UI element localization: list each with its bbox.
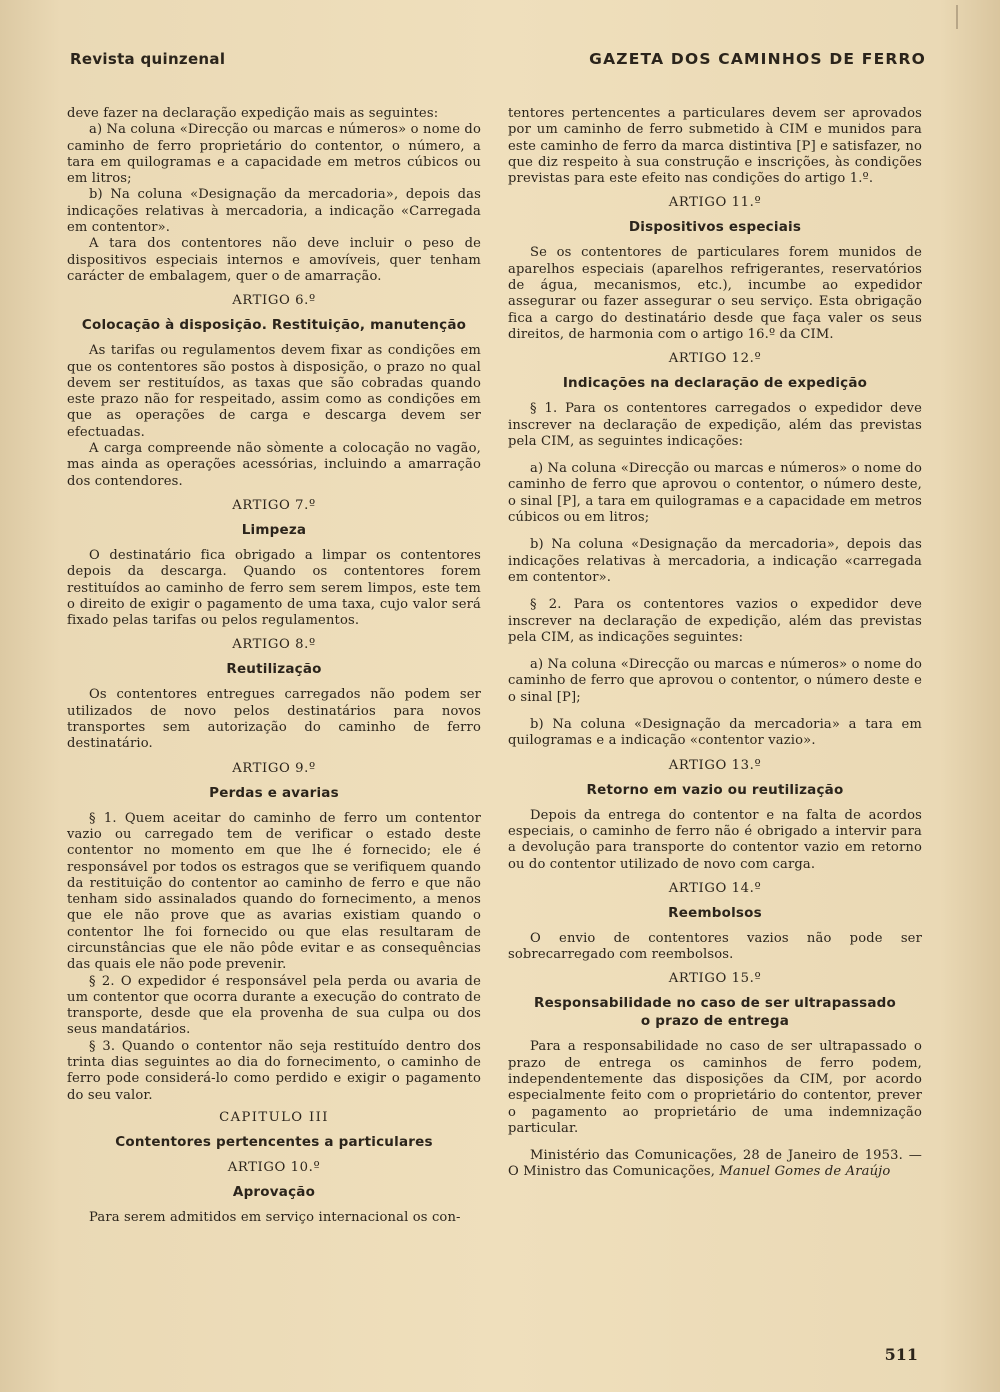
article-heading: ARTIGO 15.º [668,971,762,987]
paragraph: a) Na coluna «Direcção ou marcas e números» o nome do caminho de ferro proprietário do contentor, o número, a tara em quilogramas e a capacidade em metros cúbicos ou em litros; [67,122,481,187]
paragraph: § 1. Quem aceitar do caminho de ferro um contentor vazio ou carregado tem de verificar o estado deste contentor no momento em que lhe é fornecido; ele é responsável por todos os estragos que se verifiquem quando da restituição do contentor ao caminho de ferro e que não tenham sido assinalados quando do fornecimento, a menos que ele não prove que as avarias existiam quando o contentor lhe foi fornecido ou que elas resultaram de circunstâncias que ele não pôde evitar e as consequências das quais ele não pode prevenir. [67,810,481,973]
paragraph: Para serem admitidos em serviço internacional os con- [89,1209,461,1225]
running-header-right: GAZETA DOS CAMINHOS DE FERRO [589,50,926,68]
minister-signature: Manuel Gomes de Araújo [719,1164,891,1180]
article-title: Dispositivos especiais [628,219,802,236]
article-heading: ARTIGO 11.º [668,195,762,211]
article-heading: ARTIGO 14.º [668,880,762,896]
article-heading: ARTIGO 10.º [227,1159,321,1175]
article-title-line: o prazo de entrega [640,1013,790,1030]
paragraph: tentores pertencentes a particulares devem ser aprovados por um caminho de ferro submetido à CIM e munidos para este caminho de ferro da marca distintiva [P] e satisfazer, no que diz respeito à sua construção e inscrições, às condições previstas para este efeito nas condições do artigo 1.º. [508,106,922,187]
paragraph: § 1. Para os contentores carregados o expedidor deve inscrever na declaração de expedição, além das previstas pela CIM, as seguintes indicações: [508,401,922,449]
article-title [508,994,922,1030]
article-heading: ARTIGO 8.º [232,637,316,653]
paragraph: Se os contentores de particulares forem munidos de aparelhos especiais (aparelhos refrigerantes, reservatórios de água, mecanismos, etc.), incumbe ao expedidor assegurar ou fazer assegurar o seu serviço. Esta obrigação fica a cargo do destinatário desde que faça valer os seus direitos, de harmonia com o artigo 16.º da CIM. [508,245,922,342]
article-heading: ARTIGO 9.º [232,760,316,776]
article-heading: ARTIGO 7.º [232,497,316,513]
closing-text: Ministério das Comunicações, 28 de Janeiro de 1953. — O Ministro das Comunicações, [508,1148,922,1180]
chapter-heading: CAPITULO III [219,1109,329,1125]
article-heading: ARTIGO 13.º [668,757,762,773]
closing-paragraph [508,1148,922,1181]
paragraph: a) Na coluna «Direcção ou marcas e números» o nome do caminho de ferro que aprovou o contentor, o número deste e o sinal [P]; [508,657,922,705]
left-column [67,106,481,1226]
paragraph: b) Na coluna «Designação da mercadoria», depois das indicações relativas à mercadoria, a indicação «carregada em contentor». [508,537,922,585]
paragraph: Para a responsabilidade no caso de ser ultrapassado o prazo de entrega os caminhos de ferro podem, independentemente das disposições da CIM, por acordo especialmente feito com o proprietário do contentor, prever o pagamento ao proprietário de uma indemnização particular. [508,1039,922,1136]
paragraph: § 2. O expedidor é responsável pela perda ou avaria de um contentor que ocorra durante a execução do contrato de transporte, desde que ela provenha de sua culpa ou dos seus mandatários. [67,973,481,1038]
article-title: Reembolsos [668,904,762,921]
article-heading: ARTIGO 12.º [668,351,762,367]
article-title-line: Responsabilidade no caso de ser ultrapassado [533,995,897,1012]
paragraph: a) Na coluna «Direcção ou marcas e números» o nome do caminho de ferro que aprovou o contentor, o número deste, o sinal [P], a tara em quilogramas e a capacidade em metros cúbicos ou em litros; [508,461,922,526]
article-title: Limpeza [241,521,307,538]
paragraph: O envio de contentores vazios não pode ser sobrecarregado com reembolsos. [508,930,922,963]
running-header-left: Revista quinzenal [70,50,226,68]
binding-mark [956,5,970,29]
paragraph: A tara dos contentores não deve incluir o peso de dispositivos especiais internos e amovíveis, quer tenham carácter de embalagem, quer o de amarração. [67,236,481,284]
article-title: Indicações na declaração de expedição [562,375,868,392]
paragraph: Os contentores entregues carregados não podem ser utilizados de novo pelos destinatários para novos transportes sem autorização do caminho de ferro destinatário. [67,687,481,752]
article-title: Retorno em vazio ou reutilização [586,781,844,798]
paragraph: A carga compreende não sòmente a colocação no vagão, mas ainda as operações acessórias, incluindo a amarração dos contendores. [67,441,481,489]
paragraph: As tarifas ou regulamentos devem fixar as condições em que os contentores são postos à disposição, o prazo no qual devem ser restituídos, as taxas que são cobradas quando este prazo não for respeitado, assim como as condições em que as operações de carga e descarga devem ser efectuadas. [67,343,481,440]
paragraph: § 2. Para os contentores vazios o expedidor deve inscrever na declaração de expedição, além das previstas pela CIM, as indicações seguintes: [508,597,922,645]
paragraph: deve fazer na declaração expedição mais as seguintes: [67,106,439,121]
article-title: Aprovação [232,1183,316,1200]
page-number: 511 [884,1345,918,1364]
article-title: Reutilização [226,661,322,678]
right-column [508,106,922,1181]
article-title: Perdas e avarias [209,784,339,801]
paragraph: O destinatário fica obrigado a limpar os contentores depois da descarga. Quando os contentores forem restituídos ao caminho de ferro sem serem limpos, este tem o direito de exigir o pagamento de uma taxa, cujo valor será fixado pelas tarifas ou pelos regulamentos. [67,547,481,629]
article-heading: ARTIGO 6.º [232,293,316,309]
paragraph: Depois da entrega do contentor e na falta de acordos especiais, o caminho de ferro não é obrigado a intervir para a devolução para transporte do contentor vazio em retorno ou do contentor utilizado de novo com carga. [508,807,922,872]
article-title: Colocação à disposição. Restituição, manutenção [81,317,467,334]
paragraph: § 3. Quando o contentor não seja restituído dentro dos trinta dias seguintes ao dia do fornecimento, o caminho de ferro pode considerá-lo como perdido e exigir o pagamento do seu valor. [67,1038,481,1103]
paragraph: b) Na coluna «Designação da mercadoria» a tara em quilogramas e a indicação «contentor vazio». [508,717,922,749]
chapter-title: Contentores pertencentes a particulares [115,1133,433,1150]
paragraph: b) Na coluna «Designação da mercadoria», depois das indicações relativas à mercadoria, a indicação «Carregada em contentor». [67,187,481,236]
